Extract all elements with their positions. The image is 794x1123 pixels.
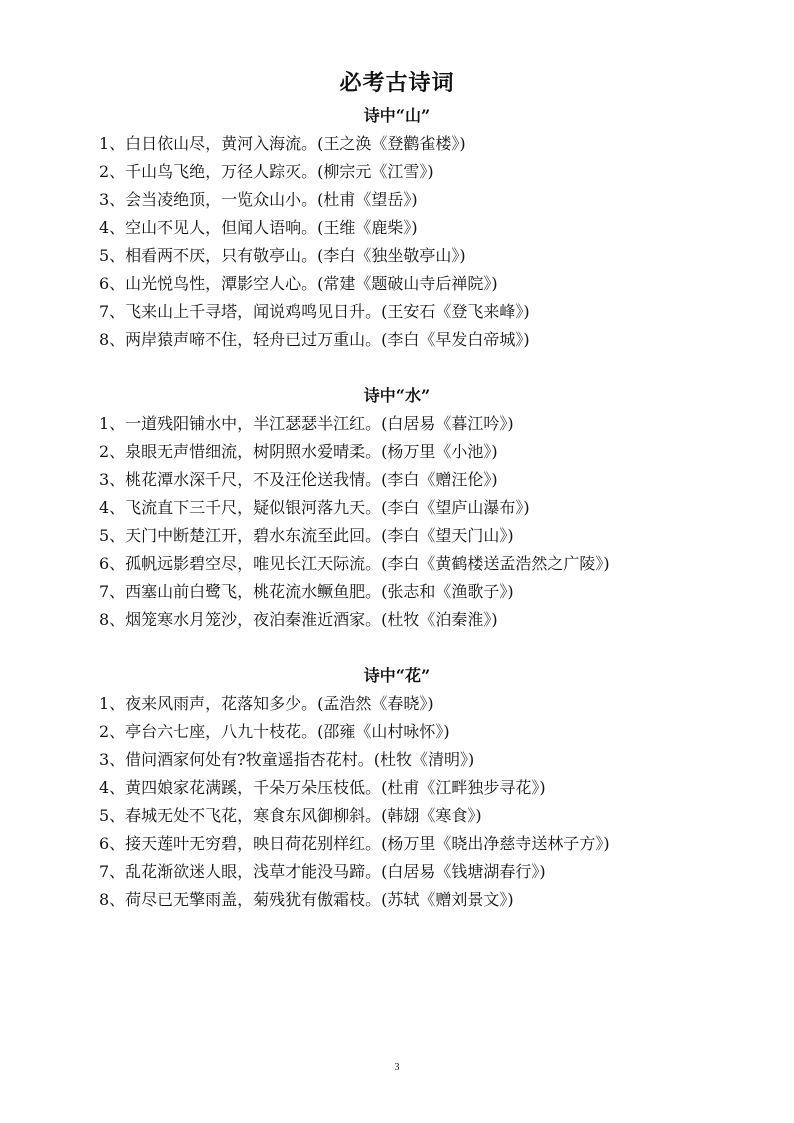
poem-line: 8、烟笼寒水月笼沙，夜泊秦淮近酒家。(杜牧《泊秦淮》)	[99, 610, 498, 629]
poem-line: 5、春城无处不飞花，寒食东风御柳斜。(韩翃《寒食》)	[99, 806, 482, 825]
poem-line: 2、亭台六七座，八九十枝花。(邵雍《山村咏怀》)	[99, 722, 450, 741]
section-heading-flower: 诗中“花”	[363, 666, 431, 685]
poem-line: 7、西塞山前白鹭飞，桃花流水鳜鱼肥。(张志和《渔歌子》)	[99, 582, 514, 601]
poem-line: 1、一道残阳铺水中，半江瑟瑟半江红。(白居易《暮江吟》)	[99, 414, 514, 433]
poem-line: 8、两岸猿声啼不住，轻舟已过万重山。(李白《早发白帝城》)	[99, 330, 530, 349]
poem-line: 8、荷尽已无擎雨盖，菊残犹有傲霜枝。(苏轼《赠刘景文》)	[99, 890, 514, 909]
poem-line: 4、黄四娘家花满蹊，千朵万朵压枝低。(杜甫《江畔独步寻花》)	[99, 778, 546, 797]
poem-line: 3、会当凌绝顶，一览众山小。(杜甫《望岳》)	[99, 190, 418, 209]
poem-line: 4、飞流直下三千尺，疑似银河落九天。(李白《望庐山瀑布》)	[99, 498, 530, 517]
poem-line: 6、孤帆远影碧空尽，唯见长江天际流。(李白《黄鹤楼送孟浩然之广陵》)	[99, 554, 610, 573]
section-flower	[0, 662, 794, 914]
section-heading-water: 诗中“水”	[363, 386, 431, 405]
poem-list-flower	[0, 690, 794, 914]
poem-line: 5、相看两不厌，只有敬亭山。(李白《独坐敬亭山》)	[99, 246, 466, 265]
poem-line: 1、夜来风雨声，花落知多少。(孟浩然《春晓》)	[99, 694, 434, 713]
page-title: 必考古诗词	[339, 70, 455, 96]
section-water	[0, 382, 794, 634]
page-number: 3	[394, 1062, 400, 1073]
poem-list-mountain	[0, 130, 794, 354]
poem-line: 5、天门中断楚江开，碧水东流至此回。(李白《望天门山》)	[99, 526, 514, 545]
poem-line: 1、白日依山尽，黄河入海流。(王之涣《登鹳雀楼》)	[99, 134, 466, 153]
poem-line: 7、乱花渐欲迷人眼，浅草才能没马蹄。(白居易《钱塘湖春行》)	[99, 862, 546, 881]
section-mountain	[0, 102, 794, 354]
poem-list-water	[0, 410, 794, 634]
poem-line: 6、山光悦鸟性，潭影空人心。(常建《题破山寺后禅院》)	[99, 274, 498, 293]
poem-line: 3、桃花潭水深千尺，不及汪伦送我情。(李白《赠汪伦》)	[99, 470, 498, 489]
poem-line: 2、千山鸟飞绝，万径人踪灭。(柳宗元《江雪》)	[99, 162, 434, 181]
poem-line: 2、泉眼无声惜细流，树阴照水爱晴柔。(杨万里《小池》)	[99, 442, 498, 461]
section-heading-mountain: 诗中“山”	[363, 106, 431, 125]
poem-line: 7、飞来山上千寻塔，闻说鸡鸣见日升。(王安石《登飞来峰》)	[99, 302, 530, 321]
poem-line: 3、借问酒家何处有?牧童遥指杏花村。(杜牧《清明》)	[99, 750, 475, 769]
poem-line: 4、空山不见人，但闻人语响。(王维《鹿柴》)	[99, 218, 418, 237]
poem-line: 6、接天莲叶无穷碧，映日荷花别样红。(杨万里《晓出净慈寺送林子方》)	[99, 834, 610, 853]
